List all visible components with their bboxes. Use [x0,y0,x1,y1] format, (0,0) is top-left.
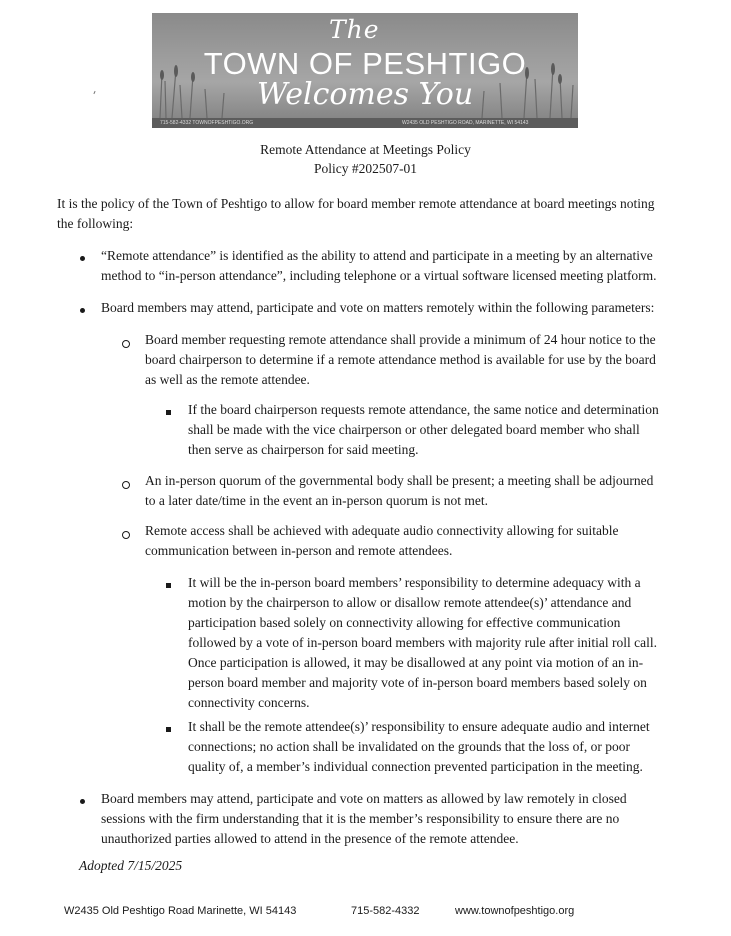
town-banner-logo [152,13,578,128]
sub-bullet-text: to a later date/time in the event an in-person quorum is not met. [145,493,489,508]
sub-sub-bullet-text: connectivity concerns. [188,695,310,710]
policy-number: Policy #202507-01 [313,161,418,176]
bullet-text: Board members may attend, participate and vote on matters as allowed by law remotely in closed [101,791,627,806]
sub-sub-bullet-text: then serve as chairperson for said meeting. [188,442,419,457]
sub-bullet-text: communication between in-person and remote attendees. [145,543,453,558]
sub-bullet-circle-icon [122,531,130,539]
bullet-text: method to “in-person attendance”, including telephone or a virtual software licensed meeting platform. [101,268,657,283]
sub-sub-bullet-text: participation based solely on connectivity allowing for effective communication [188,615,621,630]
sub-sub-bullet-text: It will be the in-person board members’ responsibility to determine adequacy with a [188,575,641,590]
sub-sub-bullet-text: followed by a vote of in-person board members with majority rule after initial roll call. [188,635,657,650]
bullet-dot-icon [80,308,85,313]
bullet-dot-icon [80,256,85,261]
banner-contact-strip [152,118,578,128]
banner-welcomes-text: Welcomes You [256,77,474,112]
intro-line: It is the policy of the Town of Peshtigo to allow for board member remote attendance at board meetings noting [57,196,655,211]
intro-line: the following: [57,216,134,231]
bullet-text: “Remote attendance” is identified as the ability to attend and participate in a meeting by an alternative [101,248,653,263]
banner-strip-left: 715-582-4332 TOWNOFPESHTIGO.ORG [160,120,254,126]
sub-sub-bullet-text: It shall be the remote attendee(s)’ responsibility to ensure adequate audio and internet [188,719,650,734]
sub-sub-bullet-square-icon [166,727,171,732]
bullet-dot-icon [80,799,85,804]
stray-mark [93,91,95,94]
sub-sub-bullet-text: quality of, a member’s individual connection prevented participation in the meeting. [188,759,643,774]
sub-bullet-text: as well as the remote attendee. [145,372,310,387]
sub-bullet-circle-icon [122,340,130,348]
footer-phone: 715-582-4332 [351,905,420,917]
sub-sub-bullet-square-icon [166,583,171,588]
sub-sub-bullet-text: motion by the chairperson to allow or disallow remote attendee(s)’ attendance and [188,595,632,610]
sub-sub-bullet-text: If the board chairperson requests remote attendance, the same notice and determination [188,402,659,417]
sub-bullet-text: Board member requesting remote attendance shall provide a minimum of 24 hour notice to the [145,332,656,347]
bullet-text: Board members may attend, participate and vote on matters remotely within the following parameters: [101,300,655,315]
policy-title: Remote Attendance at Meetings Policy [260,142,471,157]
sub-sub-bullet-square-icon [166,410,171,415]
banner-town-name: TOWN OF PESHTIGO [203,46,527,81]
banner-the-text: The [329,15,380,44]
bullet-text: unauthorized parties allowed to attend in the presence of the remote attendee. [101,831,519,846]
sub-sub-bullet-text: connections; no action shall be invalidated on the grounds that the loss of, or poor [188,739,631,754]
banner-strip-right: W2435 OLD PESHTIGO ROAD, MARINETTE, WI 54143 [402,120,529,126]
sub-bullet-text: Remote access shall be achieved with adequate audio connectivity allowing for suitable [145,523,619,538]
footer-website: www.townofpeshtigo.org [455,905,575,917]
footer-address: W2435 Old Peshtigo Road Marinette, WI 54143 [64,905,297,917]
adopted-date: Adopted 7/15/2025 [79,858,183,873]
sub-sub-bullet-text: person board member and majority vote of in-person board members based solely on [188,675,647,690]
sub-bullet-text: board chairperson to determine if a remote attendance method is available for use by the board [145,352,656,367]
bullet-text: sessions with the firm understanding that it is the member’s responsibility to ensure there are no [101,811,620,826]
sub-bullet-circle-icon [122,481,130,489]
sub-sub-bullet-text: shall be made with the vice chairperson or other delegated board member who shall [188,422,640,437]
sub-sub-bullet-text: Once participation is allowed, it may be disallowed at any point via motion of an in- [188,655,644,670]
sub-bullet-text: An in-person quorum of the governmental body shall be present; a meeting shall be adjourned [145,473,654,488]
